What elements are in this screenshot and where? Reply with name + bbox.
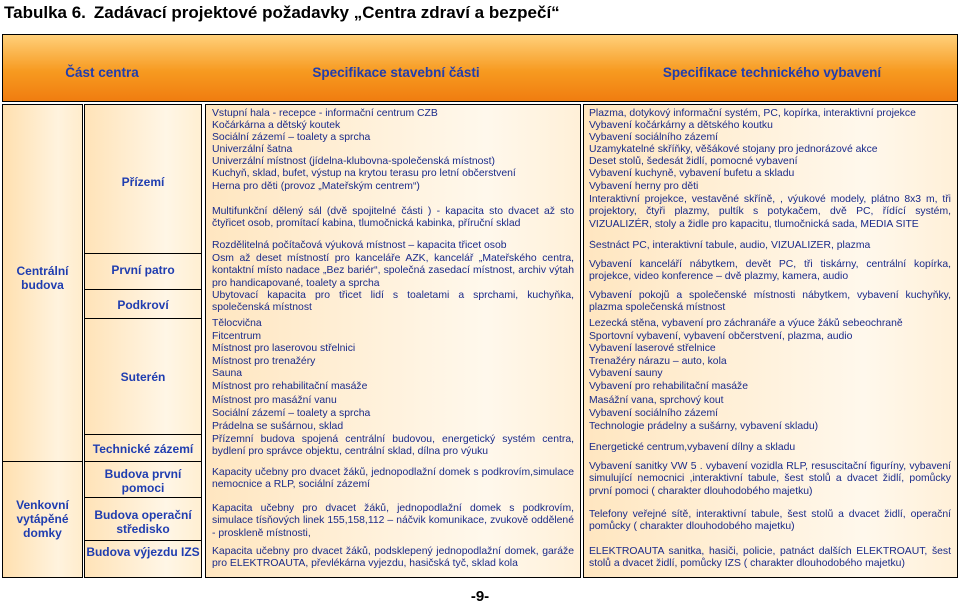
section-divider	[84, 461, 202, 462]
tech-cell: Technologie prádelny a sušárny, vybavení skladu)	[589, 421, 819, 432]
building-cell: Prádelna se sušárnou, sklad	[212, 421, 344, 432]
building-cell: Sociální zázemí – toalety a sprcha	[212, 132, 371, 143]
building-cell: Místnost pro masážní vanu	[212, 395, 337, 406]
table-caption: Zadávací projektové požadavky „Centra zdraví a bezpečí“	[93, 3, 560, 22]
tech-cell: Sportovní vybavení, vybavení občerstvení, plazma, audio	[589, 331, 853, 342]
tech-cell: Vybavení sanitky VW 5 . vybavení vozidla RLP, resuscitační figuríny, vybavení simulující nemocnici ,interaktivní tabule, šest stolů a dvacet židlí, pomůcky první pomoci ( charakter dlouhodobého majetku)	[589, 461, 951, 497]
section-first-aid: Budova první pomoci	[104, 467, 182, 495]
group-outdoor-houses: Venkovní vytápěné domky	[16, 498, 69, 540]
tech-cell: Vybavení pokojů a společenské místnosti nábytkem, vybavení kuchyňky, plazma společenská místnost	[589, 290, 951, 314]
section-basement: Suterén	[120, 370, 166, 384]
building-cell: Fitcentrum	[212, 331, 262, 342]
tech-cell: Energetické centrum,vybavení dílny a skladu	[589, 442, 796, 453]
section-ground-floor: Přízemí	[121, 175, 165, 189]
tech-cell: Masážní vana, sprchový kout	[589, 395, 724, 406]
building-cell: Osm až deset místností pro kanceláře AZK, kancelář „Mateřského centra, kontaktní místo nadace „Bez bariér“, společná zasedací místnost, archiv výtah pro handicapované, toalety a sprcha	[212, 253, 574, 289]
tech-cell: Lezecká stěna, vybavení pro záchranáře a výuce žáků sebeochraně	[589, 318, 903, 329]
building-cell: Tělocvična	[212, 318, 262, 329]
tech-cell: Vybavení kuchyně, vybavení bufetu a skladu	[589, 168, 795, 179]
tech-cell: Deset stolů, šedesát židlí, pomocné vybavení	[589, 156, 798, 167]
tech-cell: Vybavení pro rehabilitační masáže	[589, 381, 749, 392]
tech-cell: Trenažéry nárazu – auto, kola	[589, 356, 727, 367]
section-divider	[84, 540, 202, 541]
table-header	[2, 34, 958, 102]
building-cell: Kočárkárna a dětský koutek	[212, 120, 341, 131]
table-title	[4, 0, 560, 26]
section-technical: Technické zázemí	[92, 442, 194, 456]
group-central-building: Centrální budova	[16, 264, 69, 292]
tech-cell: Šestnáct PC, interaktivní tabule, audio, VIZUALIZER, plazma	[589, 240, 871, 251]
section-divider	[84, 434, 202, 435]
building-cell: Rozdělitelná počítačová výuková místnost – kapacita třicet osob	[212, 240, 507, 251]
header-building: Specifikace stavební části	[312, 65, 480, 80]
building-cell: Místnost pro laserovou střelnici	[212, 343, 356, 354]
section-divider	[84, 497, 202, 498]
section-operations: Budova operační středisko	[94, 508, 192, 536]
tech-cell: Vybavení sociálního zázemí	[589, 408, 718, 419]
building-cell: Ubytovací kapacita pro třicet lidí s toaletami a sprchami, kuchyňka, společenská místnost	[212, 290, 574, 314]
tech-cell: Vybavení kočárkárny a dětského koutku	[589, 120, 773, 131]
tech-cell: Uzamykatelné skříňky, věšákové stojany pro jednorázové akce	[589, 144, 878, 155]
tech-cell: Interaktivní projekce, vestavěné skříně, , výukové modely, plátno 8x3 m, tři projektory, čtyři plazmy, pultík s potykačem, dvě PC, řídící systém, VIZUALIZÉR, stoly a židle pro kapacitu, tlumočnická sada, MEDIA SITE	[589, 194, 951, 230]
tech-cell: Vybavení sociálního zázemí	[589, 132, 718, 143]
tech-cell: Plazma, dotykový informační systém, PC, kopírka, interaktivní projekce	[589, 108, 916, 119]
building-cell: Kapacita učebny pro dvacet žáků, jednopodlažní domek s podkrovím, simulace tísňových linek 155,158,112 – náčvik komunikace, zvukově oddělené - proskleně místnosti,	[212, 503, 574, 539]
page-number: -9-	[470, 588, 490, 605]
tech-cell: Telefony veřejné sítě, interaktivní tabule, šest stolů a dvacet židlí, operační pomůcky ( charakter dlouhodobého majetku)	[589, 509, 951, 533]
building-cell: Sauna	[212, 368, 243, 379]
building-cell: Přízemní budova spojená centrální budovou, energetický systém centra, bydlení pro správce objektu, centrální sklad, dílna pro výuku	[212, 434, 574, 458]
table-label: Tabulka 6.	[4, 3, 86, 22]
building-cell: Vstupní hala - recepce - informační centrum CZB	[212, 108, 438, 119]
tech-cell: Vybavení herny pro děti	[589, 181, 699, 192]
building-cell: Univerzální místnost (jídelna-klubovna-společenská místnost)	[212, 156, 495, 167]
building-cell: Kapacity učebny pro dvacet žáků, jednopodlažní domek s podkrovím,simulace nemocnice a RLP, sociální zázemí	[212, 467, 574, 491]
building-cell: Multifunkční dělený sál (dvě spojitelné části ) - kapacita sto dvacet až sto čtyřicet osob, promítací kabina, tlumočnická kabinka, příruční sklad	[212, 206, 574, 230]
building-cell: Sociální zázemí – toalety a sprcha	[212, 408, 371, 419]
section-dispatch: Budova výjezdu IZS	[86, 545, 200, 559]
header-part: Část centra	[65, 65, 139, 80]
building-cell: Kapacita učebny pro dvacet žáků, podsklepený jednopodlažní domek, garáže pro ELEKTROAUTA, převlékárna vyjezdu, hasičská tyč, sklad kola	[212, 546, 574, 570]
section-divider	[84, 289, 202, 290]
building-cell: Univerzální šatna	[212, 144, 293, 155]
tech-cell: Vybavení kanceláří nábytkem, devět PC, tři tiskárny, centrální kopírka, projekce, video konference – dvě plazmy, kamera, audio	[589, 259, 951, 283]
section-divider	[84, 318, 202, 319]
tech-cell: ELEKTROAUTA sanitka, hasiči, policie, patnáct dalších ELEKTROAUT, šest stolů a dvacet židlí, pomůcky IZS ( charakter dlouhodobého majetku)	[589, 546, 951, 570]
tech-cell: Vybavení laserové střelnice	[589, 343, 716, 354]
section-attic: Podkroví	[117, 298, 169, 312]
building-cell: Místnost pro trenažéry	[212, 356, 316, 367]
header-tech: Specifikace technického vybavení	[662, 65, 882, 80]
building-cell: Místnost pro rehabilitační masáže	[212, 381, 368, 392]
building-cell: Kuchyň, sklad, bufet, výstup na krytou terasu pro letní občerstvení	[212, 168, 516, 179]
tech-cell: Vybavení sauny	[589, 368, 663, 379]
section-divider	[84, 253, 202, 254]
building-cell: Herna pro děti (provoz „Mateřským centrem“)	[212, 181, 420, 192]
group-divider	[2, 461, 83, 462]
section-first-floor: První patro	[111, 263, 175, 277]
